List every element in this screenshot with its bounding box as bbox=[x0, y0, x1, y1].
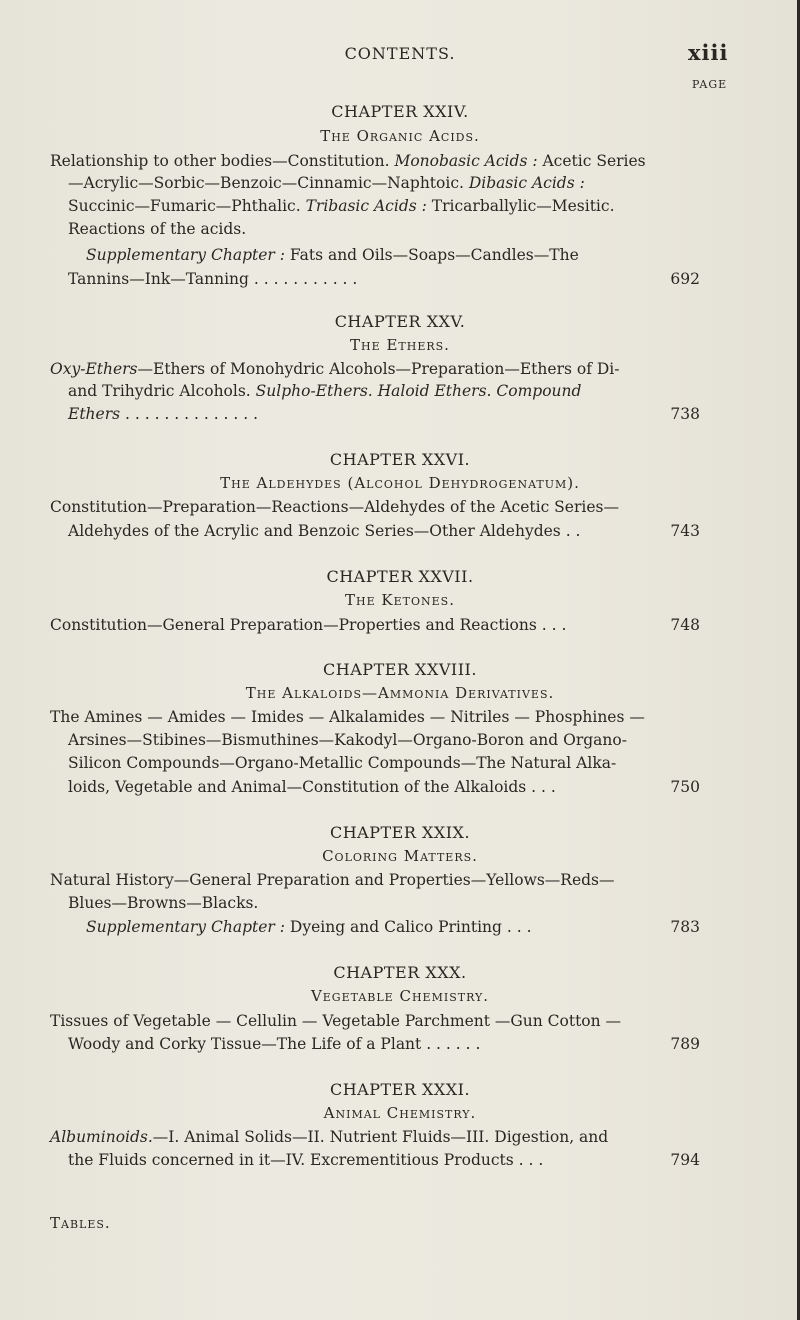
chapter-heading: CHAPTER XXXI. bbox=[329, 1080, 471, 1099]
toc-line: Relationship to other bodies—Constitution. Monobasic Acids : Acetic Series bbox=[50, 152, 646, 170]
chapter-subtitle: The Ethers. bbox=[350, 336, 450, 354]
toc-line: Succinic—Fumaric—Phthalic. Tribasic Acids : Tricarballylic—Mesitic. bbox=[68, 197, 615, 215]
toc-line: Aldehydes of the Acrylic and Benzoic Series—Other Aldehydes . . bbox=[68, 522, 581, 540]
toc-line: Reactions of the acids. bbox=[68, 220, 247, 238]
toc-line: Supplementary Chapter : Fats and Oils—Soaps—Candles—The bbox=[86, 246, 579, 264]
chapter-subtitle: Vegetable Chemistry. bbox=[310, 987, 490, 1005]
chapter-subtitle: The Alkaloids—Ammonia Derivatives. bbox=[245, 684, 555, 702]
toc-line: Arsines—Stibines—Bismuthines—Kakodyl—Organo-Boron and Organo- bbox=[68, 731, 627, 749]
toc-line: —Acrylic—Sorbic—Benzoic—Cinnamic—Naphtoic. Dibasic Acids : bbox=[68, 174, 585, 192]
toc-page-number: 750 bbox=[670, 778, 700, 796]
chapter-heading: CHAPTER XXVII. bbox=[326, 567, 474, 586]
chapter-heading: CHAPTER XXIV. bbox=[331, 102, 469, 121]
toc-page-number: 789 bbox=[670, 1035, 700, 1053]
toc-line: Constitution—General Preparation—Properties and Reactions . . . bbox=[50, 616, 567, 634]
chapter-subtitle: The Ketones. bbox=[345, 591, 455, 609]
toc-line: the Fluids concerned in it—IV. Excrementitious Products . . . bbox=[68, 1151, 544, 1169]
toc-line: and Trihydric Alcohols. Sulpho-Ethers. Haloid Ethers. Compound bbox=[68, 382, 582, 400]
toc-line: Oxy-Ethers—Ethers of Monohydric Alcohols—Preparation—Ethers of Di- bbox=[50, 360, 620, 378]
chapter-heading: CHAPTER XXV. bbox=[334, 312, 466, 331]
toc-page-number: 748 bbox=[670, 616, 700, 634]
toc-page-number: 738 bbox=[670, 405, 700, 423]
chapter-heading: CHAPTER XXVI. bbox=[329, 450, 471, 469]
toc-line: Supplementary Chapter : Dyeing and Calico Printing . . . bbox=[86, 918, 532, 936]
toc-line: Silicon Compounds—Organo-Metallic Compounds—The Natural Alka- bbox=[68, 754, 617, 772]
page-column-label: PAGE bbox=[692, 78, 728, 91]
toc-page-number: 794 bbox=[670, 1151, 700, 1169]
toc-line: Tissues of Vegetable — Cellulin — Vegetable Parchment —Gun Cotton — bbox=[50, 1012, 622, 1030]
chapter-subtitle: The Aldehydes (Alcohol Dehydrogenatum). bbox=[220, 474, 580, 492]
chapter-heading: CHAPTER XXX. bbox=[333, 963, 467, 982]
toc-line: Natural History—General Preparation and Properties—Yellows—Reds— bbox=[50, 871, 615, 889]
running-header: CONTENTS. bbox=[344, 44, 456, 63]
toc-page-number: 692 bbox=[670, 270, 700, 288]
toc-line: Tannins—Ink—Tanning . . . . . . . . . . . bbox=[68, 270, 358, 288]
toc-line: Woody and Corky Tissue—The Life of a Plant . . . . . . bbox=[68, 1035, 481, 1053]
page-numeral: xiii bbox=[688, 40, 729, 65]
chapter-subtitle: Animal Chemistry. bbox=[323, 1104, 477, 1122]
toc-line: Ethers . . . . . . . . . . . . . . bbox=[68, 405, 259, 423]
toc-line: Blues—Browns—Blacks. bbox=[68, 894, 259, 912]
toc-line: loids, Vegetable and Animal—Constitution of the Alkaloids . . . bbox=[68, 778, 556, 796]
toc-line: The Amines — Amides — Imides — Alkalamides — Nitriles — Phosphines — bbox=[50, 708, 645, 726]
chapter-subtitle: The Organic Acids. bbox=[320, 127, 480, 145]
toc-page-number: 783 bbox=[670, 918, 700, 936]
chapter-heading: CHAPTER XXIX. bbox=[329, 823, 471, 842]
chapter-subtitle: Coloring Matters. bbox=[322, 847, 478, 865]
chapter-heading: CHAPTER XXVIII. bbox=[323, 660, 477, 679]
tables-label: Tables. bbox=[50, 1214, 111, 1232]
toc-page-number: 743 bbox=[670, 522, 700, 540]
toc-line: Constitution—Preparation—Reactions—Aldehydes of the Acetic Series— bbox=[50, 498, 619, 516]
toc-line: Albuminoids.—I. Animal Solids—II. Nutrient Fluids—III. Digestion, and bbox=[50, 1128, 609, 1146]
